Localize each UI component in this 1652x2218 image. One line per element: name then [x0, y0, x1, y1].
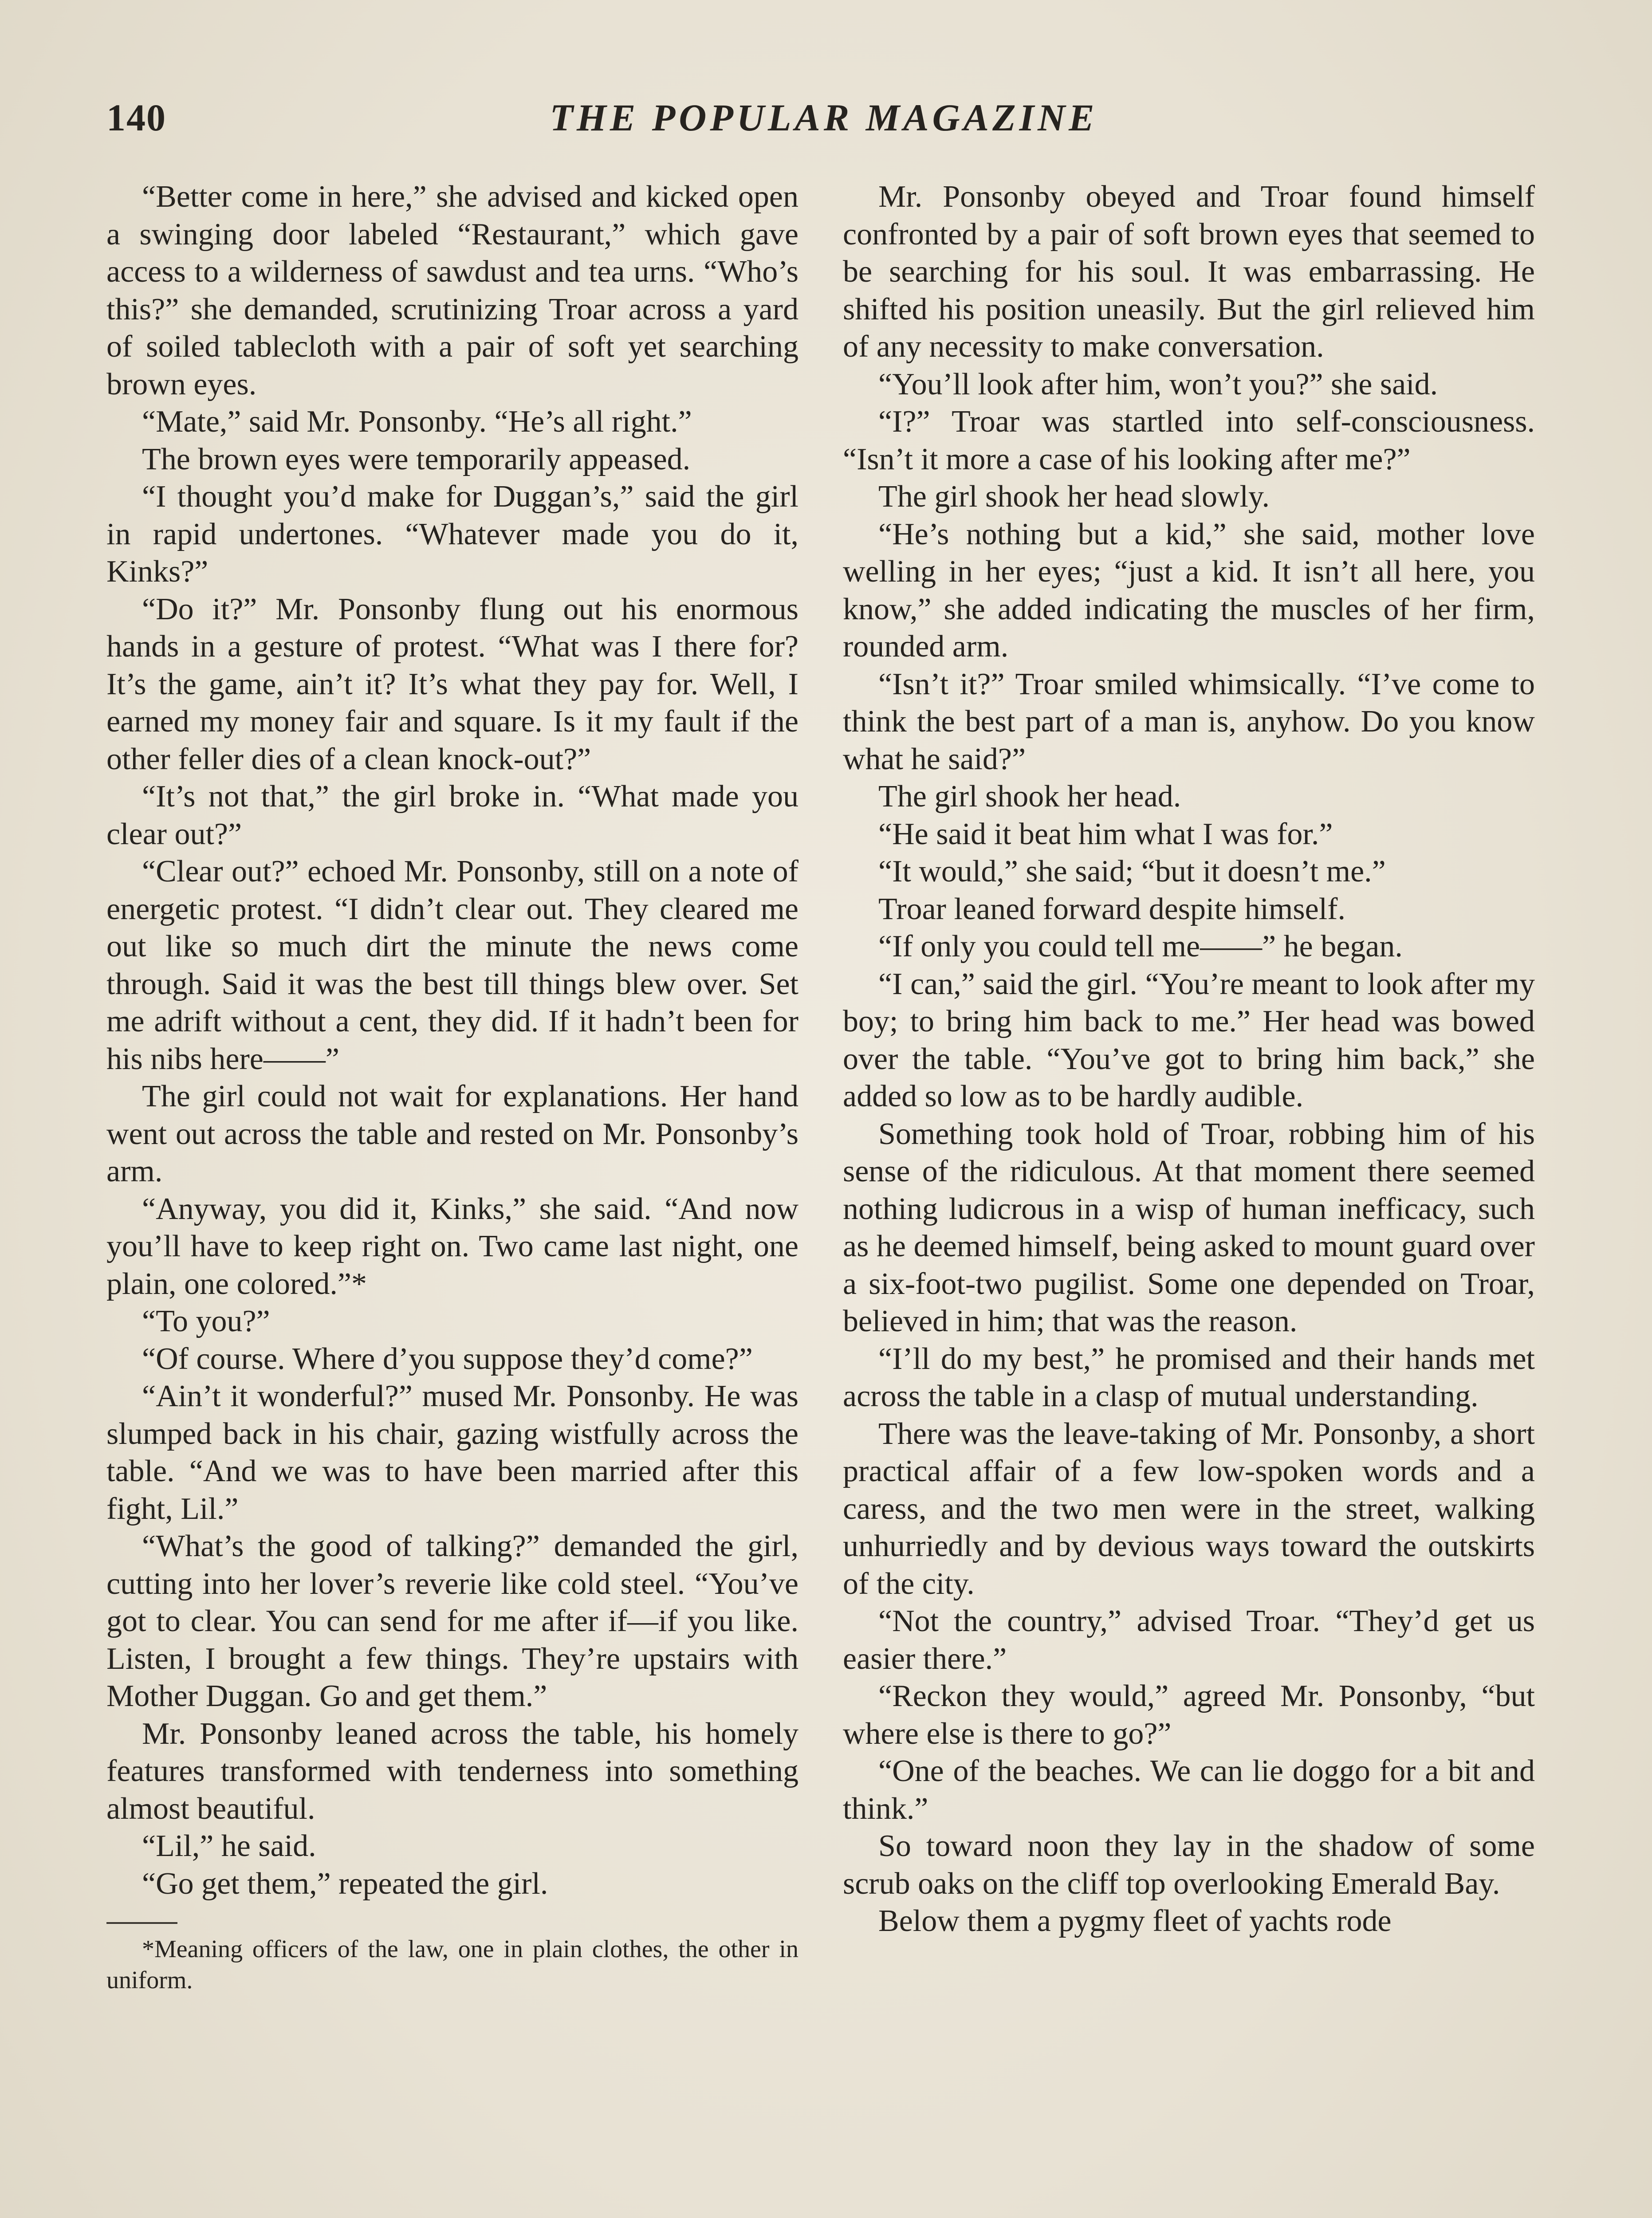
paragraph: Mr. Ponsonby leaned across the table, his homely features transformed with tenderness into something almost beautiful.: [106, 1716, 798, 1826]
paragraph: “I thought you’d make for Duggan’s,” said the girl in rapid undertones. “Whatever made you do it, Kinks?”: [106, 480, 798, 589]
paragraph: Mr. Ponsonby obeyed and Troar found himself confronted by a pair of soft brown eyes that seemed to be searching for his soul. It was embarrassing. He shifted his position uneasily. But the girl relieved him of any necessity to make conversation.: [843, 180, 1535, 364]
paragraph: Troar leaned forward despite himself.: [878, 892, 1345, 926]
paragraph: “Clear out?” echoed Mr. Ponsonby, still on a note of energetic protest. “I didn’t clear out. They cleared me out like so much dirt the minute the news come through. Said it was the best till things blew over. Set me adrift without a cent, they did. If it hadn’t been for his nibs here——”: [106, 854, 798, 1076]
paragraph: “Mate,” said Mr. Ponsonby. “He’s all right.”: [142, 405, 692, 439]
paragraph: “I?” Troar was startled into self-consciousness. “Isn’t it more a case of his looking after me?”: [843, 405, 1535, 476]
paragraph: “He said it beat him what I was for.”: [878, 817, 1333, 851]
paragraph: “What’s the good of talking?” demanded the girl, cutting into her lover’s reverie like cold steel. “You’ve got to clear. You can send for me after if—if you like. Listen, I brought a few things. They’re upstairs with Mother Duggan. Go and get them.”: [106, 1529, 798, 1713]
paragraph: “Go get them,” repeated the girl.: [142, 1866, 548, 1901]
paragraph: “I’ll do my best,” he promised and their hands met across the table in a clasp of mutual understanding.: [843, 1341, 1535, 1413]
paragraph: “Lil,” he said.: [142, 1829, 316, 1863]
paragraph: “Do it?” Mr. Ponsonby flung out his enormous hands in a gesture of protest. “What was I there for? It’s the game, ain’t it? It’s what they pay for. Well, I earned my money fair and square. Is it my fault if the other feller dies of a clean knock-out?”: [106, 592, 798, 776]
paragraph: Below them a pygmy fleet of yachts rode: [878, 1904, 1392, 1938]
paragraph: “Ain’t it wonderful?” mused Mr. Ponsonby. He was slumped back in his chair, gazing wistfully across the table. “And we was to have been married after this fight, Lil.”: [106, 1379, 798, 1526]
paragraph: “To you?”: [142, 1304, 270, 1338]
paragraph: “It would,” she said; “but it doesn’t me.”: [878, 854, 1386, 889]
page-header: [106, 95, 1541, 144]
paragraph: “He’s nothing but a kid,” she said, mother love welling in her eyes; “just a kid. It isn’t all here, you know,” she added indicating the muscles of her firm, rounded arm.: [843, 517, 1535, 664]
paragraph: “Reckon they would,” agreed Mr. Ponsonby, “but where else is there to go?”: [843, 1679, 1535, 1751]
running-title: THE POPULAR MAGAZINE: [550, 96, 1098, 139]
page-number: 140: [106, 96, 166, 139]
paragraph: There was the leave-taking of Mr. Ponsonby, a short practical affair of a few low-spoken words and a caress, and the two men were in the street, walking unhurriedly and by devious ways toward the outskirts of the city.: [843, 1416, 1535, 1601]
paragraph: “I can,” said the girl. “You’re meant to look after my boy; to bring him back to me.” Her head was bowed over the table. “You’ve got to bring him back,” she added so low as to be hardly audible.: [843, 967, 1535, 1113]
paragraph: The girl shook her head slowly.: [878, 480, 1270, 514]
paragraph: “You’ll look after him, won’t you?” she said.: [878, 367, 1438, 401]
left-column: [106, 178, 798, 1996]
paragraph: “Better come in here,” she advised and kicked open a swinging door labeled “Restaurant,” which gave access to a wilderness of sawdust and tea urns. “Who’s this?” she demanded, scrutinizing Troar across a yard of soiled tablecloth with a pair of soft yet searching brown eyes.: [106, 180, 798, 401]
paragraph: The brown eyes were temporarily appeased.: [142, 442, 691, 476]
paragraph: “It’s not that,” the girl broke in. “What made you clear out?”: [106, 779, 798, 851]
paragraph: “Of course. Where d’you suppose they’d come?”: [142, 1341, 753, 1376]
paragraph: “If only you could tell me——” he began.: [878, 929, 1403, 963]
right-column: [843, 178, 1535, 1940]
paragraph: Something took hold of Troar, robbing him of his sense of the ridiculous. At that moment there seemed nothing ludicrous in a wisp of human inefficacy, such as he deemed himself, being asked to mount guard over a six-foot-two pugilist. Some one depended on Troar, believed in him; that was the reason.: [843, 1117, 1535, 1338]
paragraph: So toward noon they lay in the shadow of some scrub oaks on the cliff top overlooking Emerald Bay.: [843, 1829, 1535, 1901]
paragraph: “One of the beaches. We can lie doggo for a bit and think.”: [843, 1754, 1535, 1826]
paragraph: “Not the country,” advised Troar. “They’d get us easier there.”: [843, 1604, 1535, 1676]
paragraph: “Isn’t it?” Troar smiled whimsically. “I’ve come to think the best part of a man is, anyhow. Do you know what he said?”: [843, 667, 1535, 776]
footnote-divider: [106, 1922, 177, 1924]
footnote: *Meaning officers of the law, one in plain clothes, the other in uniform.: [106, 1935, 798, 1994]
paragraph: The girl could not wait for explanations. Her hand went out across the table and rested on Mr. Ponsonby’s arm.: [106, 1079, 798, 1188]
paragraph: “Anyway, you did it, Kinks,” she said. “And now you’ll have to keep right on. Two came last night, one plain, one colored.”*: [106, 1192, 798, 1301]
paragraph: The girl shook her head.: [878, 779, 1181, 814]
